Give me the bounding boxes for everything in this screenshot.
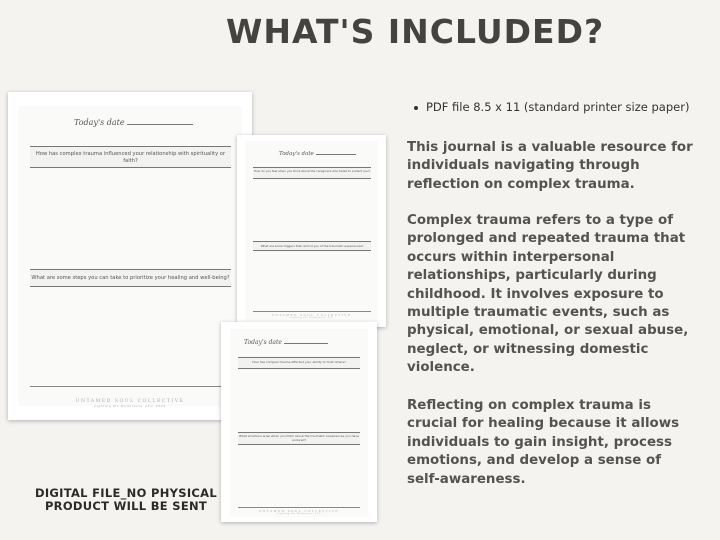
journal-prompt: What are some steps you can take to prioritize your healing and well-being? bbox=[30, 269, 231, 287]
brand-footer: UNTAMED SOUL COLLECTIVE Lighting the Wilderness, LLC, 2023 bbox=[75, 399, 185, 408]
journal-prompt: What emotions arise when you think about the traumatic experiences you have endured? bbox=[238, 432, 360, 445]
date-line: Today's date bbox=[244, 339, 328, 346]
journal-page-preview-2 bbox=[237, 135, 386, 327]
date-line: Today's date bbox=[74, 118, 193, 127]
brand-footer: UNTAMED SOUL COLLECTIVE Lighting the Wilderness, LLC bbox=[259, 509, 339, 515]
divider bbox=[253, 311, 371, 312]
reflection-paragraph: Reflecting on complex trauma is crucial for healing because it allows individuals to gain insight, process emotions, and develop a sense of self-awareness. bbox=[407, 398, 680, 487]
journal-page-preview-1 bbox=[8, 92, 252, 420]
digital-file-disclaimer: DIGITAL FILE_NO PHYSICAL PRODUCT WILL BE SENT bbox=[34, 486, 217, 513]
divider bbox=[30, 386, 231, 387]
journal-prompt: How has complex trauma influenced your relationship with spirituality or faith? bbox=[30, 146, 231, 168]
divider bbox=[238, 507, 360, 508]
journal-prompt: What are some triggers that remind you of the traumatic experiences? bbox=[253, 241, 371, 251]
page-title: WHAT'S INCLUDED? bbox=[226, 12, 605, 51]
brand-footer: UNTAMED SOUL COLLECTIVE Lighting the Wilderness, LLC bbox=[271, 313, 352, 319]
file-format-bullet: PDF file 8.5 x 11 (standard printer size paper) bbox=[414, 100, 689, 114]
bullet-icon bbox=[414, 106, 418, 110]
date-line: Today's date bbox=[279, 151, 356, 157]
intro-paragraph: This journal is a valuable resource for individuals navigating through reflection on complex trauma. bbox=[407, 140, 693, 192]
journal-prompt: How has complex trauma affected your ability to trust others? bbox=[238, 357, 360, 369]
complex-trauma-paragraph: Complex trauma refers to a type of prolonged and repeated trauma that occurs within interpersonal relationships, particularly during childhood. It involves exposure to multiple traumatic events, such as physical, emotional, or sexual abuse, neglect, or witnessing domestic violence. bbox=[407, 213, 689, 376]
journal-prompt: How do you feel when you think about the caregivers who failed to protect you? bbox=[253, 167, 371, 179]
journal-page-preview-3 bbox=[221, 322, 377, 522]
